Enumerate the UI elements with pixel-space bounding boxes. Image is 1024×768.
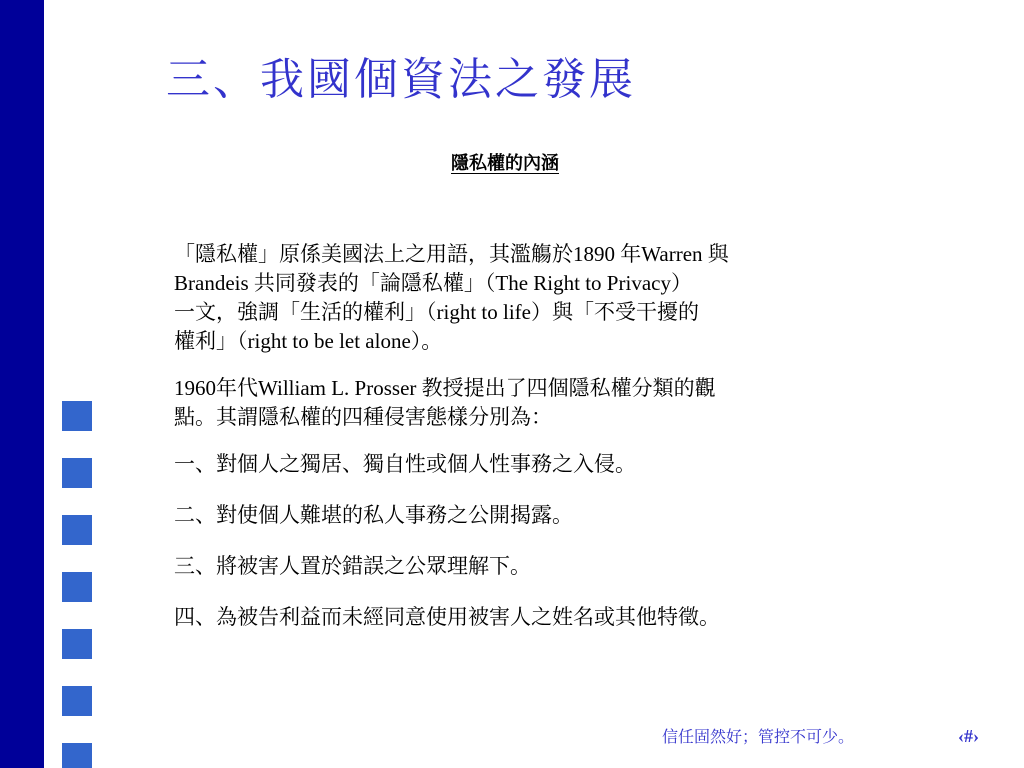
privacy-tort-item xyxy=(174,603,954,632)
decorative-square xyxy=(62,515,92,545)
decorative-square xyxy=(62,629,92,659)
intro-line: 權利」（right to be let alone）。 xyxy=(174,329,443,353)
decorative-square xyxy=(62,686,92,716)
privacy-tort-item-text: 三、將被害人置於錯誤之公眾理解下。 xyxy=(174,554,531,578)
intro-line: 「隱私權」原係美國法上之用語，其濫觴於1890 年Warren 與 xyxy=(174,242,729,266)
prosser-paragraph xyxy=(174,374,954,432)
prosser-line: 1960年代William L. Prosser 教授提出了四個隱私權分類的觀 xyxy=(174,376,716,400)
intro-paragraph xyxy=(174,240,954,356)
slide-title: 三、我國個資法之發展 xyxy=(166,54,636,105)
intro-line: 一文，強調「生活的權利」（right to life）與「不受干擾的 xyxy=(174,300,699,324)
slide-subtitle xyxy=(300,150,710,178)
left-sidebar-bar xyxy=(0,0,44,768)
slide-subtitle-text: 隱私權的內涵 xyxy=(451,153,559,174)
decorative-square xyxy=(62,572,92,602)
privacy-tort-item-text: 二、對使個人難堪的私人事務之公開揭露。 xyxy=(174,503,573,527)
decorative-square xyxy=(62,458,92,488)
privacy-tort-item xyxy=(174,552,954,581)
privacy-tort-item xyxy=(174,501,954,530)
privacy-tort-item-text: 四、為被告利益而未經同意使用被害人之姓名或其他特徵。 xyxy=(174,605,720,629)
prosser-line: 點。其謂隱私權的四種侵害態樣分別為： xyxy=(174,405,552,429)
footer-motto: 信任固然好；管控不可少。 xyxy=(662,727,855,746)
privacy-tort-item xyxy=(174,450,954,479)
privacy-tort-item-text: 一、對個人之獨居、獨自性或個人性事務之入侵。 xyxy=(174,452,636,476)
decorative-square xyxy=(62,401,92,431)
intro-line: Brandeis 共同發表的「論隱私權」（The Right to Privacy） xyxy=(174,271,692,295)
slide-body xyxy=(174,240,954,632)
decorative-square xyxy=(62,743,92,768)
page-number: ‹#› xyxy=(958,726,979,746)
